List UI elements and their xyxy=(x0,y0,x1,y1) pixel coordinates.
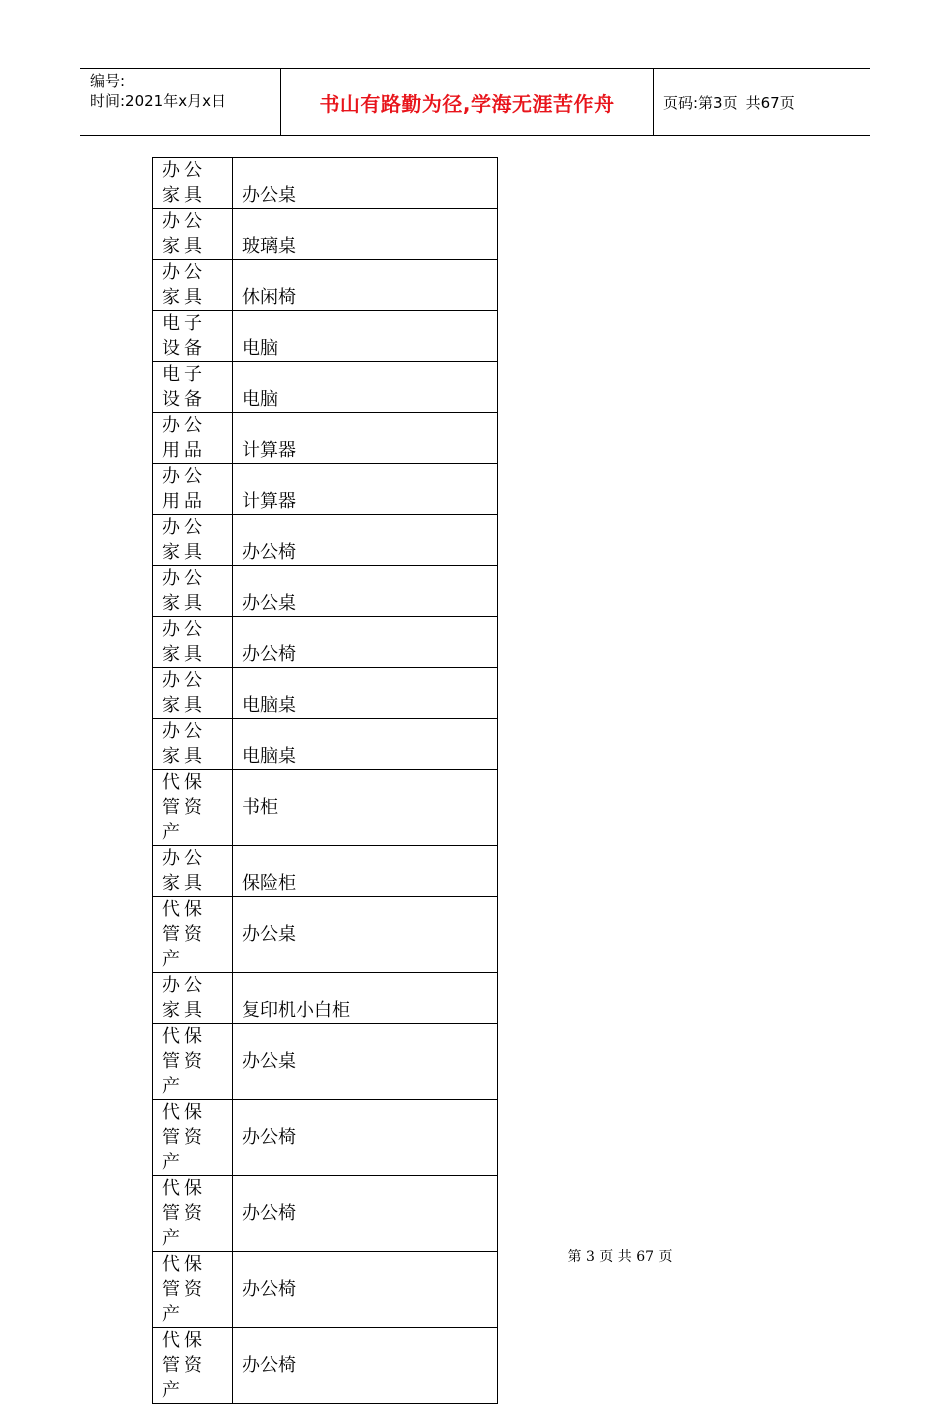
table-row xyxy=(153,464,498,515)
number-label: 编号: xyxy=(90,72,126,90)
asset-category-cell: 办公家具 xyxy=(153,617,233,668)
table-row xyxy=(153,515,498,566)
table-row xyxy=(153,668,498,719)
asset-category-cell: 代保管资产 xyxy=(153,1252,233,1328)
asset-table xyxy=(152,157,498,1404)
table-row xyxy=(153,209,498,260)
table-row xyxy=(153,1176,498,1252)
asset-category-cell: 代保管资产 xyxy=(153,1024,233,1100)
asset-name-cell: 办公桌 xyxy=(233,897,498,973)
page-footer: 第 3 页 共 67 页 xyxy=(567,1249,673,1265)
asset-category-cell: 电子设备 xyxy=(153,311,233,362)
asset-name-cell: 计算器 xyxy=(233,464,498,515)
asset-category-cell: 办公家具 xyxy=(153,260,233,311)
asset-name-cell: 电脑 xyxy=(233,311,498,362)
table-row xyxy=(153,617,498,668)
asset-category-cell: 代保管资产 xyxy=(153,1328,233,1404)
asset-name-cell: 复印机小白柜 xyxy=(233,973,498,1024)
table-row xyxy=(153,566,498,617)
page-label: 页码:第3页 xyxy=(663,93,738,112)
asset-name-cell: 办公椅 xyxy=(233,1328,498,1404)
asset-name-cell: 办公椅 xyxy=(233,1252,498,1328)
asset-category-cell: 办公家具 xyxy=(153,668,233,719)
asset-category-cell: 办公家具 xyxy=(153,719,233,770)
table-row xyxy=(153,260,498,311)
asset-name-cell: 休闲椅 xyxy=(233,260,498,311)
table-row xyxy=(153,362,498,413)
table-row xyxy=(153,1328,498,1404)
asset-category-cell: 办公家具 xyxy=(153,209,233,260)
asset-category-cell: 办公用品 xyxy=(153,464,233,515)
asset-name-cell: 办公椅 xyxy=(233,1100,498,1176)
asset-name-cell: 电脑桌 xyxy=(233,719,498,770)
asset-category-cell: 办公家具 xyxy=(153,846,233,897)
asset-name-cell: 玻璃桌 xyxy=(233,209,498,260)
asset-category-cell: 代保管资产 xyxy=(153,897,233,973)
header-motto: 书山有路勤为径,学海无涯苦作舟 xyxy=(281,69,654,135)
table-row xyxy=(153,846,498,897)
asset-name-cell: 办公椅 xyxy=(233,617,498,668)
asset-table-body xyxy=(153,158,498,1404)
header-meta xyxy=(80,69,281,135)
asset-category-cell: 办公家具 xyxy=(153,566,233,617)
asset-category-cell: 电子设备 xyxy=(153,362,233,413)
asset-category-cell: 代保管资产 xyxy=(153,770,233,846)
asset-name-cell: 保险柜 xyxy=(233,846,498,897)
table-row xyxy=(153,973,498,1024)
asset-name-cell: 办公桌 xyxy=(233,158,498,209)
table-row xyxy=(153,158,498,209)
table-row xyxy=(153,719,498,770)
asset-name-cell: 书柜 xyxy=(233,770,498,846)
table-row xyxy=(153,1100,498,1176)
table-row xyxy=(153,897,498,973)
asset-category-cell: 代保管资产 xyxy=(153,1100,233,1176)
asset-name-cell: 电脑桌 xyxy=(233,668,498,719)
table-row xyxy=(153,311,498,362)
asset-category-cell: 办公用品 xyxy=(153,413,233,464)
table-row xyxy=(153,770,498,846)
total-pages-label: 共67页 xyxy=(745,93,795,112)
asset-name-cell: 计算器 xyxy=(233,413,498,464)
header-page-info xyxy=(654,69,870,135)
asset-name-cell: 办公桌 xyxy=(233,566,498,617)
asset-name-cell: 办公桌 xyxy=(233,1024,498,1100)
asset-category-cell: 代保管资产 xyxy=(153,1176,233,1252)
time-label: 时间:2021年x月x日 xyxy=(90,92,226,110)
asset-category-cell: 办公家具 xyxy=(153,158,233,209)
asset-category-cell: 办公家具 xyxy=(153,515,233,566)
asset-name-cell: 电脑 xyxy=(233,362,498,413)
asset-name-cell: 办公椅 xyxy=(233,1176,498,1252)
asset-name-cell: 办公椅 xyxy=(233,515,498,566)
table-row xyxy=(153,413,498,464)
table-row xyxy=(153,1024,498,1100)
page-header xyxy=(80,68,870,136)
asset-category-cell: 办公家具 xyxy=(153,973,233,1024)
